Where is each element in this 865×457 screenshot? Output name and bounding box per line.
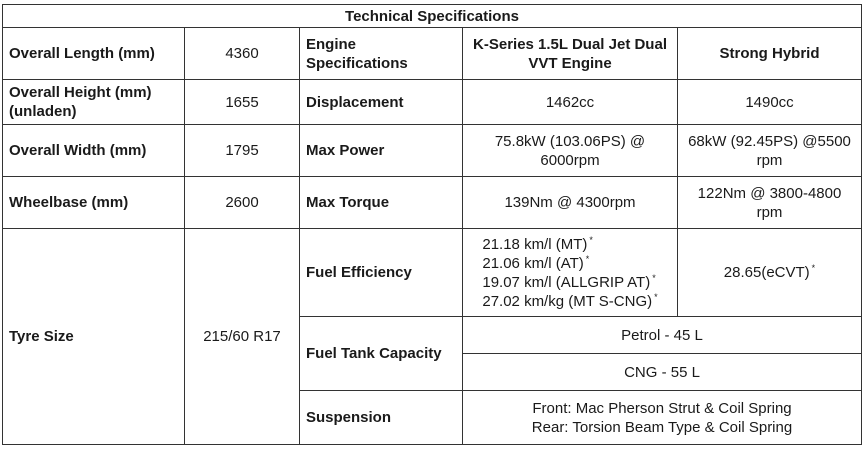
- table-row: [3, 80, 862, 125]
- suspension-value: [463, 391, 862, 445]
- max-power-hybrid: 68kW (92.45PS) @5500 rpm: [678, 125, 862, 177]
- suspension-rear: Rear: Torsion Beam Type & Coil Spring: [531, 418, 793, 436]
- tyre-size-value: 215/60 R17: [185, 229, 300, 445]
- engine-specifications-header: Engine Specifications: [300, 28, 463, 80]
- list-item: [482, 254, 657, 273]
- displacement-k-series: 1462cc: [463, 80, 678, 125]
- max-torque-k-series: 139Nm @ 4300rpm: [463, 177, 678, 229]
- tyre-size-label: Tyre Size: [3, 229, 185, 445]
- fuel-efficiency-at: 21.06 km/l (AT): [482, 254, 584, 272]
- table-row: [3, 229, 862, 317]
- table-row: [3, 125, 862, 177]
- list-item: [482, 235, 657, 254]
- max-torque-label: Max Torque: [300, 177, 463, 229]
- footnote-asterisk: *: [589, 234, 593, 245]
- list-item: [482, 292, 657, 311]
- fuel-efficiency-ecvt: 28.65(eCVT): [723, 264, 810, 281]
- footnote-asterisk: *: [585, 253, 590, 264]
- table-title: Technical Specifications: [3, 5, 862, 28]
- specifications-table: [2, 4, 862, 445]
- fuel-tank-petrol: Petrol - 45 L: [463, 317, 862, 354]
- overall-height-value: 1655: [185, 80, 300, 125]
- strong-hybrid-header: Strong Hybrid: [678, 28, 862, 80]
- overall-width-label: Overall Width (mm): [3, 125, 185, 177]
- fuel-efficiency-label: Fuel Efficiency: [300, 229, 463, 317]
- max-torque-hybrid: 122Nm @ 3800-4800 rpm: [678, 177, 862, 229]
- displacement-hybrid: 1490cc: [678, 80, 862, 125]
- max-power-label: Max Power: [300, 125, 463, 177]
- suspension-label: Suspension: [300, 391, 463, 445]
- table-row: [3, 28, 862, 80]
- fuel-tank-cng: CNG - 55 L: [463, 354, 862, 391]
- fuel-efficiency-allgrip-at: 19.07 km/l (ALLGRIP AT): [482, 273, 651, 291]
- displacement-label: Displacement: [300, 80, 463, 125]
- fuel-efficiency-mt: 21.18 km/l (MT): [482, 235, 588, 253]
- title-row: [3, 5, 862, 28]
- list-item: [482, 273, 657, 292]
- fuel-efficiency-k-series: [463, 229, 678, 317]
- wheelbase-value: 2600: [185, 177, 300, 229]
- fuel-efficiency-cng: 27.02 km/kg (MT S-CNG): [482, 292, 653, 310]
- overall-length-label: Overall Length (mm): [3, 28, 185, 80]
- fuel-efficiency-hybrid: [678, 229, 862, 317]
- footnote-asterisk: *: [652, 272, 656, 283]
- wheelbase-label: Wheelbase (mm): [3, 177, 185, 229]
- overall-height-label: Overall Height (mm) (unladen): [3, 80, 185, 125]
- fuel-efficiency-list: [482, 235, 657, 311]
- suspension-front: Front: Mac Pherson Strut & Coil Spring: [532, 399, 792, 417]
- k-series-engine-header: K-Series 1.5L Dual Jet Dual VVT Engine: [463, 28, 678, 80]
- footnote-asterisk: *: [811, 263, 816, 273]
- overall-width-value: 1795: [185, 125, 300, 177]
- fuel-tank-capacity-label: Fuel Tank Capacity: [300, 317, 463, 391]
- max-power-k-series: 75.8kW (103.06PS) @ 6000rpm: [463, 125, 678, 177]
- footnote-asterisk: *: [654, 291, 658, 302]
- table-row: [3, 177, 862, 229]
- overall-length-value: 4360: [185, 28, 300, 80]
